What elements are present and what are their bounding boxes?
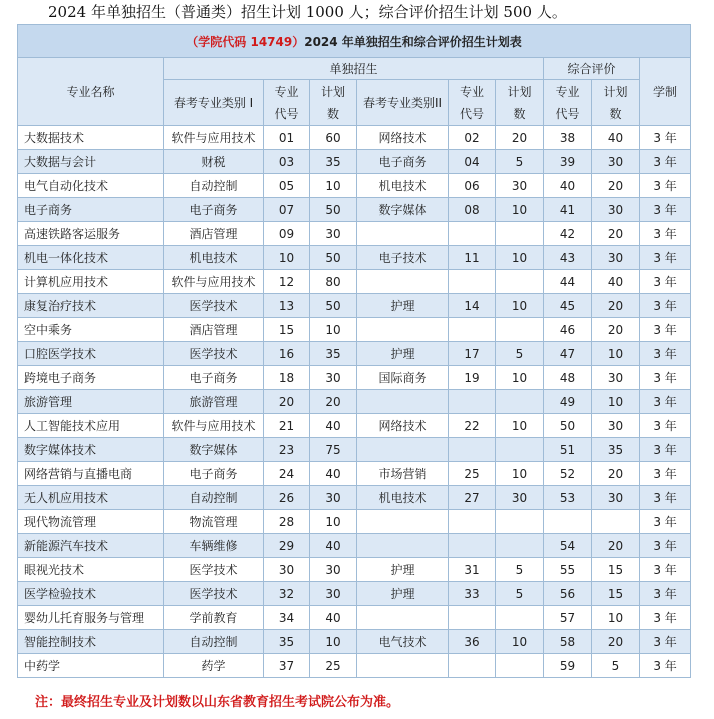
plan-2-cell: 10: [496, 366, 544, 390]
comprehensive-plan-cell: 30: [592, 246, 640, 270]
plan-1-cell: 40: [310, 534, 357, 558]
major-code-2-cell: 11: [449, 246, 496, 270]
header-plan-1: 计划 数: [310, 80, 357, 126]
category-2-cell: 护理: [357, 582, 449, 606]
category-2-cell: 电子技术: [357, 246, 449, 270]
plan-1-cell: 50: [310, 246, 357, 270]
category-2-cell: 机电技术: [357, 486, 449, 510]
major-code-2-cell: [449, 534, 496, 558]
years-cell: 3 年: [640, 462, 691, 486]
category-1-cell: 药学: [164, 654, 264, 678]
major-code-1-cell: 26: [264, 486, 310, 510]
major-code-2-cell: 25: [449, 462, 496, 486]
comprehensive-code-cell: 47: [544, 342, 592, 366]
plan-1-cell: 10: [310, 174, 357, 198]
category-1-cell: 自动控制: [164, 486, 264, 510]
years-cell: 3 年: [640, 510, 691, 534]
years-cell: 3 年: [640, 606, 691, 630]
major-name-cell: 口腔医学技术: [18, 342, 164, 366]
plan-1-cell: 25: [310, 654, 357, 678]
major-code-2-cell: [449, 222, 496, 246]
category-2-cell: 数字媒体: [357, 198, 449, 222]
comprehensive-plan-cell: 20: [592, 174, 640, 198]
years-cell: 3 年: [640, 390, 691, 414]
plan-2-cell: 20: [496, 126, 544, 150]
plan-1-cell: 30: [310, 486, 357, 510]
major-code-2-cell: 04: [449, 150, 496, 174]
major-name-cell: 人工智能技术应用: [18, 414, 164, 438]
plan-1-cell: 40: [310, 606, 357, 630]
category-1-cell: 电子商务: [164, 462, 264, 486]
table-row: [18, 174, 691, 198]
comprehensive-code-cell: 57: [544, 606, 592, 630]
header-single-enrollment: 单独招生: [164, 58, 544, 80]
category-1-cell: 学前教育: [164, 606, 264, 630]
major-code-1-cell: 37: [264, 654, 310, 678]
header-major-code-1: 专业 代号: [264, 80, 310, 126]
major-code-2-cell: [449, 438, 496, 462]
years-cell: 3 年: [640, 654, 691, 678]
major-name-cell: 机电一体化技术: [18, 246, 164, 270]
comprehensive-code-cell: 43: [544, 246, 592, 270]
comprehensive-plan-cell: 15: [592, 558, 640, 582]
table-row: [18, 366, 691, 390]
major-code-2-cell: 31: [449, 558, 496, 582]
major-code-2-cell: [449, 606, 496, 630]
comprehensive-plan-cell: 30: [592, 150, 640, 174]
plan-2-cell: [496, 534, 544, 558]
major-name-cell: 医学检验技术: [18, 582, 164, 606]
plan-2-cell: [496, 606, 544, 630]
years-cell: 3 年: [640, 630, 691, 654]
category-1-cell: 医学技术: [164, 342, 264, 366]
major-code-1-cell: 03: [264, 150, 310, 174]
comprehensive-plan-cell: 20: [592, 462, 640, 486]
comprehensive-plan-cell: 10: [592, 390, 640, 414]
category-2-cell: [357, 510, 449, 534]
plan-2-cell: 5: [496, 582, 544, 606]
plan-2-cell: 5: [496, 150, 544, 174]
category-2-cell: [357, 438, 449, 462]
comprehensive-code-cell: 52: [544, 462, 592, 486]
plan-2-cell: [496, 510, 544, 534]
comprehensive-plan-cell: 40: [592, 270, 640, 294]
major-name-cell: 中药学: [18, 654, 164, 678]
comprehensive-code-cell: 46: [544, 318, 592, 342]
major-name-cell: 大数据技术: [18, 126, 164, 150]
comprehensive-code-cell: 54: [544, 534, 592, 558]
comprehensive-code-cell: 38: [544, 126, 592, 150]
category-2-cell: 护理: [357, 558, 449, 582]
category-1-cell: 软件与应用技术: [164, 126, 264, 150]
comprehensive-code-cell: 41: [544, 198, 592, 222]
major-code-2-cell: 17: [449, 342, 496, 366]
plan-1-cell: 30: [310, 582, 357, 606]
category-2-cell: 护理: [357, 342, 449, 366]
major-code-2-cell: 14: [449, 294, 496, 318]
table-row: [18, 390, 691, 414]
plan-2-cell: 10: [496, 462, 544, 486]
header-comprehensive-plan: 计划 数: [592, 80, 640, 126]
table-caption: [18, 25, 691, 58]
comprehensive-code-cell: 44: [544, 270, 592, 294]
category-2-cell: 电气技术: [357, 630, 449, 654]
comprehensive-plan-cell: 20: [592, 222, 640, 246]
plan-2-cell: 10: [496, 294, 544, 318]
major-name-cell: 大数据与会计: [18, 150, 164, 174]
category-1-cell: 电子商务: [164, 198, 264, 222]
plan-2-cell: [496, 270, 544, 294]
table-row: [18, 510, 691, 534]
category-2-cell: [357, 270, 449, 294]
major-code-1-cell: 10: [264, 246, 310, 270]
header-years: 学制: [640, 58, 691, 126]
plan-2-cell: 10: [496, 414, 544, 438]
category-1-cell: 电子商务: [164, 366, 264, 390]
major-name-cell: 眼视光技术: [18, 558, 164, 582]
plan-1-cell: 80: [310, 270, 357, 294]
comprehensive-code-cell: 56: [544, 582, 592, 606]
category-2-cell: 国际商务: [357, 366, 449, 390]
table-row: [18, 654, 691, 678]
footnote: 注：最终招生专业及计划数以山东省教育招生考试院公布为准。: [35, 695, 400, 710]
plan-1-cell: 50: [310, 294, 357, 318]
plan-2-cell: 10: [496, 198, 544, 222]
major-code-1-cell: 34: [264, 606, 310, 630]
header-row-1: [18, 58, 691, 80]
years-cell: 3 年: [640, 558, 691, 582]
category-2-cell: 电子商务: [357, 150, 449, 174]
comprehensive-code-cell: 39: [544, 150, 592, 174]
comprehensive-code-cell: 40: [544, 174, 592, 198]
header-major-name: 专业名称: [18, 58, 164, 126]
category-1-cell: 酒店管理: [164, 318, 264, 342]
table-row: [18, 222, 691, 246]
years-cell: 3 年: [640, 342, 691, 366]
table-body: [18, 126, 691, 678]
major-code-2-cell: 36: [449, 630, 496, 654]
table-row: [18, 414, 691, 438]
plan-1-cell: 35: [310, 150, 357, 174]
category-2-cell: 网络技术: [357, 126, 449, 150]
plan-1-cell: 30: [310, 558, 357, 582]
enrollment-plan-table: [17, 24, 691, 678]
major-name-cell: 电气自动化技术: [18, 174, 164, 198]
comprehensive-plan-cell: 20: [592, 630, 640, 654]
major-code-2-cell: 19: [449, 366, 496, 390]
major-code-1-cell: 09: [264, 222, 310, 246]
major-code-1-cell: 13: [264, 294, 310, 318]
plan-2-cell: 5: [496, 558, 544, 582]
major-code-1-cell: 35: [264, 630, 310, 654]
major-code-1-cell: 05: [264, 174, 310, 198]
comprehensive-code-cell: 50: [544, 414, 592, 438]
comprehensive-plan-cell: 10: [592, 342, 640, 366]
major-code-2-cell: [449, 390, 496, 414]
header-category-1: 春考专业类别 I: [164, 80, 264, 126]
major-code-2-cell: 22: [449, 414, 496, 438]
comprehensive-plan-cell: 30: [592, 198, 640, 222]
major-code-1-cell: 01: [264, 126, 310, 150]
major-code-1-cell: 07: [264, 198, 310, 222]
major-name-cell: 智能控制技术: [18, 630, 164, 654]
years-cell: 3 年: [640, 294, 691, 318]
comprehensive-plan-cell: 20: [592, 534, 640, 558]
years-cell: 3 年: [640, 150, 691, 174]
comprehensive-code-cell: 58: [544, 630, 592, 654]
table-row: [18, 630, 691, 654]
category-1-cell: 物流管理: [164, 510, 264, 534]
comprehensive-code-cell: 55: [544, 558, 592, 582]
major-code-1-cell: 24: [264, 462, 310, 486]
category-2-cell: [357, 390, 449, 414]
major-code-1-cell: 16: [264, 342, 310, 366]
years-cell: 3 年: [640, 534, 691, 558]
table-caption-row: [18, 25, 691, 58]
category-2-cell: [357, 534, 449, 558]
comprehensive-code-cell: 42: [544, 222, 592, 246]
table-row: [18, 294, 691, 318]
comprehensive-plan-cell: 40: [592, 126, 640, 150]
category-1-cell: 自动控制: [164, 630, 264, 654]
major-code-2-cell: 06: [449, 174, 496, 198]
major-code-2-cell: [449, 318, 496, 342]
major-name-cell: 计算机应用技术: [18, 270, 164, 294]
major-code-1-cell: 15: [264, 318, 310, 342]
major-code-1-cell: 30: [264, 558, 310, 582]
major-code-1-cell: 18: [264, 366, 310, 390]
table-row: [18, 486, 691, 510]
comprehensive-code-cell: 51: [544, 438, 592, 462]
major-code-1-cell: 32: [264, 582, 310, 606]
plan-2-cell: [496, 438, 544, 462]
plan-1-cell: 40: [310, 462, 357, 486]
category-1-cell: 医学技术: [164, 582, 264, 606]
plan-2-cell: [496, 390, 544, 414]
category-2-cell: [357, 606, 449, 630]
category-1-cell: 数字媒体: [164, 438, 264, 462]
comprehensive-plan-cell: 35: [592, 438, 640, 462]
comprehensive-code-cell: 53: [544, 486, 592, 510]
comprehensive-plan-cell: 10: [592, 606, 640, 630]
major-code-2-cell: 02: [449, 126, 496, 150]
category-2-cell: 网络技术: [357, 414, 449, 438]
table-row: [18, 270, 691, 294]
header-category-2: 春考专业类别II: [357, 80, 449, 126]
category-2-cell: 护理: [357, 294, 449, 318]
table-row: [18, 198, 691, 222]
category-1-cell: 机电技术: [164, 246, 264, 270]
plan-2-cell: 30: [496, 486, 544, 510]
major-code-1-cell: 20: [264, 390, 310, 414]
major-name-cell: 旅游管理: [18, 390, 164, 414]
table-row: [18, 150, 691, 174]
table-row: [18, 582, 691, 606]
major-name-cell: 婴幼儿托育服务与管理: [18, 606, 164, 630]
plan-1-cell: 35: [310, 342, 357, 366]
years-cell: 3 年: [640, 582, 691, 606]
comprehensive-code-cell: [544, 510, 592, 534]
years-cell: 3 年: [640, 222, 691, 246]
major-code-2-cell: 27: [449, 486, 496, 510]
category-1-cell: 软件与应用技术: [164, 414, 264, 438]
category-2-cell: 机电技术: [357, 174, 449, 198]
major-name-cell: 新能源汽车技术: [18, 534, 164, 558]
years-cell: 3 年: [640, 438, 691, 462]
plan-1-cell: 10: [310, 318, 357, 342]
major-code-1-cell: 12: [264, 270, 310, 294]
category-1-cell: 自动控制: [164, 174, 264, 198]
table-row: [18, 462, 691, 486]
major-code-2-cell: [449, 510, 496, 534]
comprehensive-plan-cell: 30: [592, 414, 640, 438]
table-row: [18, 126, 691, 150]
category-2-cell: [357, 654, 449, 678]
category-1-cell: 旅游管理: [164, 390, 264, 414]
header-comprehensive-evaluation: 综合评价: [544, 58, 640, 80]
header-comprehensive-code: 专业 代号: [544, 80, 592, 126]
comprehensive-plan-cell: 20: [592, 294, 640, 318]
plan-1-cell: 60: [310, 126, 357, 150]
plan-1-cell: 30: [310, 222, 357, 246]
category-1-cell: 医学技术: [164, 294, 264, 318]
major-name-cell: 电子商务: [18, 198, 164, 222]
plan-2-cell: [496, 318, 544, 342]
major-name-cell: 无人机应用技术: [18, 486, 164, 510]
comprehensive-code-cell: 45: [544, 294, 592, 318]
major-code-1-cell: 29: [264, 534, 310, 558]
category-2-cell: [357, 318, 449, 342]
major-name-cell: 跨境电子商务: [18, 366, 164, 390]
major-code-2-cell: 33: [449, 582, 496, 606]
major-code-2-cell: [449, 654, 496, 678]
years-cell: 3 年: [640, 246, 691, 270]
major-name-cell: 网络营销与直播电商: [18, 462, 164, 486]
comprehensive-code-cell: 48: [544, 366, 592, 390]
plan-1-cell: 30: [310, 366, 357, 390]
major-code-1-cell: 28: [264, 510, 310, 534]
comprehensive-plan-cell: 30: [592, 366, 640, 390]
header-plan-2: 计划 数: [496, 80, 544, 126]
plan-2-cell: 10: [496, 630, 544, 654]
comprehensive-plan-cell: [592, 510, 640, 534]
years-cell: 3 年: [640, 318, 691, 342]
table-row: [18, 606, 691, 630]
school-code: （学院代码 14749）: [186, 34, 305, 49]
category-1-cell: 软件与应用技术: [164, 270, 264, 294]
category-1-cell: 医学技术: [164, 558, 264, 582]
intro-text: 2024 年单独招生（普通类）招生计划 1000 人；综合评价招生计划 500 人。: [48, 3, 567, 21]
plan-1-cell: 10: [310, 510, 357, 534]
table-row: [18, 246, 691, 270]
years-cell: 3 年: [640, 174, 691, 198]
header-major-code-2: 专业 代号: [449, 80, 496, 126]
major-code-2-cell: [449, 270, 496, 294]
major-name-cell: 高速铁路客运服务: [18, 222, 164, 246]
major-name-cell: 空中乘务: [18, 318, 164, 342]
table-title: 2024 年单独招生和综合评价招生计划表: [304, 34, 522, 49]
comprehensive-plan-cell: 5: [592, 654, 640, 678]
table-row: [18, 342, 691, 366]
years-cell: 3 年: [640, 486, 691, 510]
comprehensive-code-cell: 59: [544, 654, 592, 678]
major-code-1-cell: 21: [264, 414, 310, 438]
table-row: [18, 534, 691, 558]
table-row: [18, 558, 691, 582]
comprehensive-plan-cell: 30: [592, 486, 640, 510]
comprehensive-code-cell: 49: [544, 390, 592, 414]
plan-1-cell: 20: [310, 390, 357, 414]
table-row: [18, 438, 691, 462]
plan-1-cell: 40: [310, 414, 357, 438]
years-cell: 3 年: [640, 414, 691, 438]
major-code-1-cell: 23: [264, 438, 310, 462]
major-name-cell: 现代物流管理: [18, 510, 164, 534]
category-2-cell: [357, 222, 449, 246]
plan-1-cell: 50: [310, 198, 357, 222]
table-row: [18, 318, 691, 342]
major-code-2-cell: 08: [449, 198, 496, 222]
plan-2-cell: [496, 222, 544, 246]
years-cell: 3 年: [640, 366, 691, 390]
category-2-cell: 市场营销: [357, 462, 449, 486]
major-name-cell: 康复治疗技术: [18, 294, 164, 318]
plan-2-cell: 30: [496, 174, 544, 198]
comprehensive-plan-cell: 15: [592, 582, 640, 606]
plan-1-cell: 75: [310, 438, 357, 462]
years-cell: 3 年: [640, 270, 691, 294]
years-cell: 3 年: [640, 126, 691, 150]
category-1-cell: 车辆维修: [164, 534, 264, 558]
plan-1-cell: 10: [310, 630, 357, 654]
category-1-cell: 酒店管理: [164, 222, 264, 246]
plan-2-cell: 10: [496, 246, 544, 270]
plan-2-cell: 5: [496, 342, 544, 366]
years-cell: 3 年: [640, 198, 691, 222]
comprehensive-plan-cell: 20: [592, 318, 640, 342]
plan-2-cell: [496, 654, 544, 678]
category-1-cell: 财税: [164, 150, 264, 174]
major-name-cell: 数字媒体技术: [18, 438, 164, 462]
